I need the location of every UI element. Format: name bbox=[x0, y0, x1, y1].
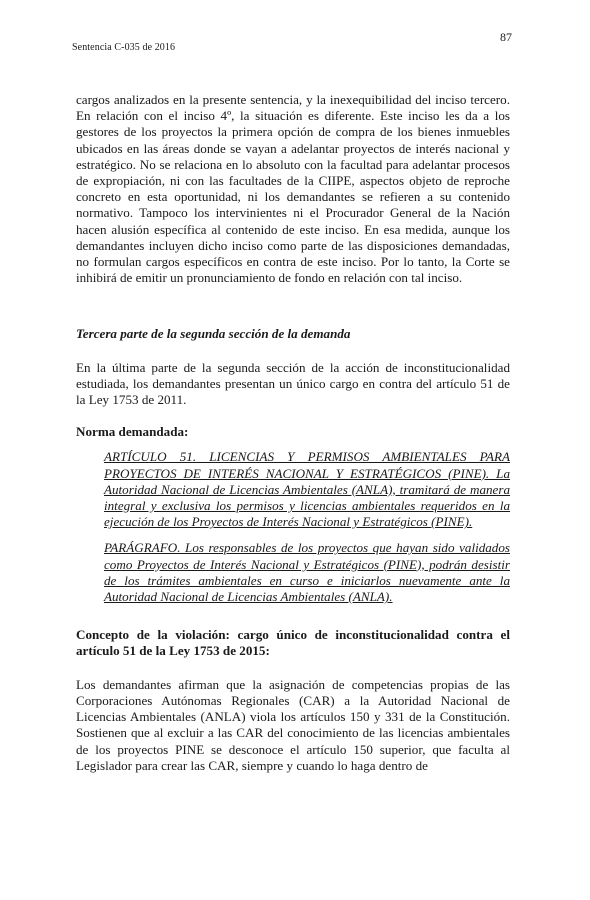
quoted-paragraph: PARÁGRAFO. Los responsables de los proyectos que hayan sido validados como Proyectos de Interés Nacional y Estratégicos (PINE), podrán desistir de los trámites ambientales en curso e iniciarlos nuevamente ante la Autoridad Nacional de Licencias Ambientales (ANLA). bbox=[104, 540, 510, 605]
body-paragraph: Los demandantes afirman que la asignación de competencias propias de las Corporaciones Autónomas Regionales (CAR) a la Autoridad Nacional de Licencias Ambientales (ANLA) viola los artículos 150 y 331 de la Constitución. Sostienen que al excluir a las CAR del conocimiento de las licencias ambientales de los proyectos PINE se desconoce el artículo 150 superior, que faculta al Legislador para crear las CAR, siempre y cuando lo haga dentro de bbox=[76, 676, 510, 773]
document-body bbox=[76, 92, 510, 774]
norma-heading: Norma demandada: bbox=[76, 424, 189, 440]
body-paragraph: En la última parte de la segunda sección de la acción de inconstitucionalidad estudiada, los demandantes presentan un único cargo en contra del artículo 51 de la Ley 1753 de 2011. bbox=[76, 359, 510, 408]
body-paragraph: cargos analizados en la presente sentencia, y la inexequibilidad del inciso tercero. En relación con el inciso 4º, la situación es diferente. Este inciso les da a los gestores de los proyectos la primera opción de compra de los bienes inmuebles ubicados en las áreas donde se vayan a adelantar proyectos de interés nacional y estratégico. No se relaciona en lo absoluto con la facultad para adelantar procesos de expropiación, ni con las facultades de la CIIPE, aspectos objeto de reproche concreto en esta oportunidad, ni los demandantes se refieren a su contenido normativo. Tampoco los intervinientes ni el Procurador General de la Nación hacen alusión específica al contenido de este inciso. En esa medida, aunque los demandantes incluyen dicho inciso como parte de las disposiciones demandadas, no formulan cargos específicos en contra de este inciso. Por lo tanto, la Corte se inhibirá de emitir un pronunciamiento de fondo en relación con tal inciso. bbox=[76, 92, 510, 286]
concept-heading: Concepto de la violación: cargo único de inconstitucionalidad contra el artículo 51 de la Ley 1753 de 2015: bbox=[76, 627, 510, 659]
page-number: 87 bbox=[500, 30, 512, 44]
quoted-article: ARTÍCULO 51. LICENCIAS Y PERMISOS AMBIENTALES PARA PROYECTOS DE INTERÉS NACIONAL Y ESTRATÉGICOS (PINE). La Autoridad Nacional de Licencias Ambientales (ANLA), tramitará de manera integral y exclusiva los permisos y licencias ambientales requeridos en la ejecución de los Proyectos de Interés Nacional y Estratégicos (PINE). bbox=[104, 449, 510, 530]
document-header-title: Sentencia C-035 de 2016 bbox=[72, 42, 176, 53]
section-heading: Tercera parte de la segunda sección de la demanda bbox=[76, 326, 351, 342]
